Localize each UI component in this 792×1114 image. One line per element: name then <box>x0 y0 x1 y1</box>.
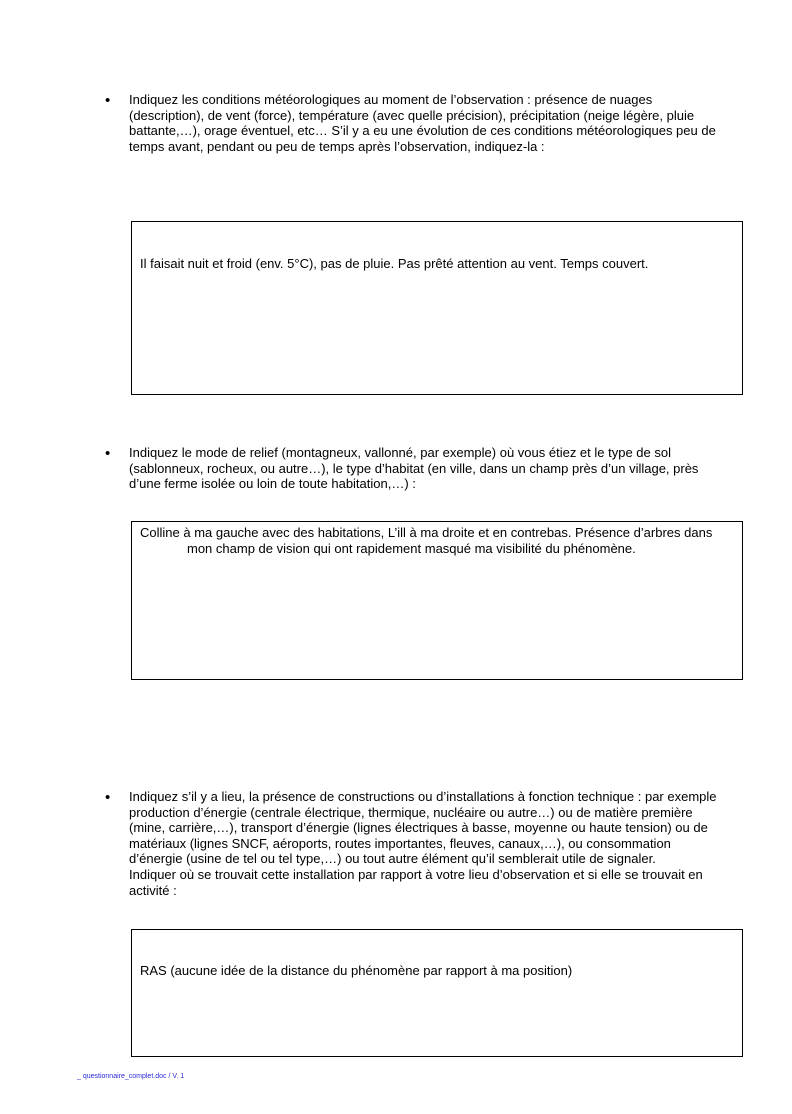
bullet-icon: • <box>105 445 111 462</box>
question-prompt <box>129 789 744 898</box>
bullet-icon: • <box>105 92 111 109</box>
prompt-line: production d’énergie (centrale électrique, thermique, nucléaire ou autre…) ou de matière première <box>129 804 693 820</box>
answer-box[interactable] <box>131 929 743 1057</box>
prompt-line: d’une ferme isolée ou loin de toute habitation,…) : <box>129 476 416 492</box>
prompt-line: Indiquez s’il y a lieu, la présence de constructions ou d’installations à fonction technique : par exemple <box>129 789 717 804</box>
prompt-line: (description), de vent (force), température (avec quelle précision), précipitation (neige légère, pluie <box>129 107 695 123</box>
answer-text: Colline à ma gauche avec des habitations, L’ill à ma droite et en contrebas. Présence d’arbres dans <box>140 525 713 540</box>
prompt-line: (sablonneux, rocheux, ou autre…), le type d’habitat (en ville, dans un champ près d’un village, près <box>129 460 699 476</box>
prompt-line: (mine, carrière,…), transport d’énergie (lignes électriques à basse, moyenne ou haute tension) ou de <box>129 820 708 836</box>
prompt-line: battante,…), orage éventuel, etc… S’il y a eu une évolution de ces conditions météorologiques peu de <box>129 123 716 139</box>
document-footer: _ questionnaire_complet.doc / V. 1 <box>77 1073 185 1080</box>
answer-text: Il faisait nuit et froid (env. 5°C), pas de pluie. Pas prêté attention au vent. Temps couvert. <box>140 256 649 271</box>
prompt-line: d’énergie (usine de tel ou tel type,…) ou tout autre élément qu’il semblerait utile de signaler. <box>129 851 656 867</box>
answer-box[interactable] <box>131 221 743 395</box>
answer-box[interactable] <box>131 521 743 680</box>
prompt-line: temps avant, pendant ou peu de temps après l’observation, indiquez-la : <box>129 138 545 154</box>
prompt-line: Indiquez les conditions météorologiques au moment de l’observation : présence de nuages <box>129 92 653 107</box>
answer-text: mon champ de vision qui ont rapidement masqué ma visibilité du phénomène. <box>187 541 636 556</box>
prompt-line: Indiquer où se trouvait cette installation par rapport à votre lieu d’observation et si elle se trouvait en <box>129 866 703 882</box>
question-prompt <box>129 92 744 154</box>
prompt-line: activité : <box>129 882 177 898</box>
prompt-line: matériaux (lignes SNCF, aéroports, routes importantes, fleuves, canaux,…), ou consommation <box>129 835 671 851</box>
prompt-line: Indiquez le mode de relief (montagneux, vallonné, par exemple) où vous étiez et le type de sol <box>129 445 671 460</box>
question-prompt <box>129 445 744 492</box>
bullet-icon: • <box>105 789 111 806</box>
answer-text: RAS (aucune idée de la distance du phénomène par rapport à ma position) <box>140 963 573 978</box>
